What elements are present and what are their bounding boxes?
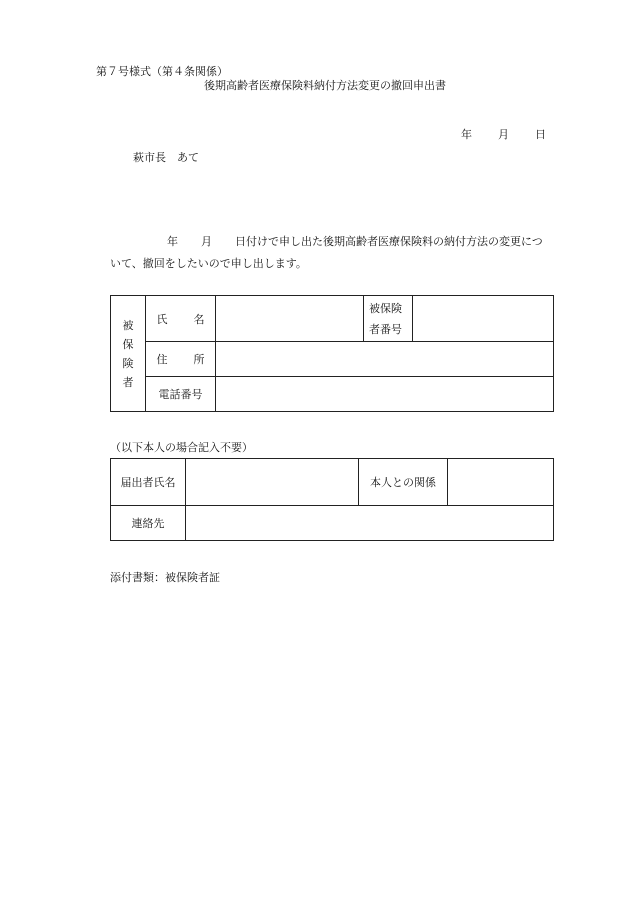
filer-name-field[interactable] <box>186 459 359 506</box>
form-number-label: 第７号様式（第４条関係） <box>96 65 228 78</box>
name-label-char-2: 名 <box>193 312 205 326</box>
insured-person-table <box>110 295 554 412</box>
address-label <box>146 342 216 377</box>
insured-number-field[interactable] <box>413 296 554 342</box>
attachment-note: 添付書類：被保険者証 <box>110 571 220 584</box>
phone-field[interactable] <box>216 377 554 412</box>
relation-field[interactable] <box>448 459 554 506</box>
address-label-char-2: 所 <box>193 353 205 366</box>
date-year: 年 <box>461 128 472 141</box>
relation-label: 本人との関係 <box>359 459 448 506</box>
name-label-char-1: 氏 <box>156 312 168 326</box>
body-line-2: いて、撤回をしたいので申し出します。 <box>110 257 307 270</box>
document-title: 後期高齢者医療保険料納付方法変更の撤回申出書 <box>204 79 446 92</box>
date-day: 日 <box>535 128 546 141</box>
body-month: 月 <box>201 235 212 248</box>
name-label <box>146 296 216 342</box>
side-char-3: 険 <box>122 356 134 370</box>
phone-label: 電話番号 <box>146 377 216 412</box>
body-line-1-rest: 日付けで申し出た後期高齢者医療保険料の納付方法の変更につ <box>235 235 543 248</box>
date-line <box>461 129 546 140</box>
note-not-required: （以下本人の場合記入不要） <box>110 441 253 454</box>
filer-name-label: 届出者氏名 <box>111 459 186 506</box>
name-field[interactable] <box>216 296 364 342</box>
address-field[interactable] <box>216 342 554 377</box>
side-char-1: 被 <box>122 318 134 332</box>
contact-field[interactable] <box>186 506 554 541</box>
filer-table <box>110 458 554 541</box>
insured-side-label <box>111 296 146 412</box>
contact-label: 連絡先 <box>111 506 186 541</box>
address-label-char-1: 住 <box>156 353 168 366</box>
number-label-line-1: 被保険 <box>369 301 402 315</box>
insured-number-label <box>364 296 413 342</box>
body-year: 年 <box>167 235 178 248</box>
addressee: 萩市長 あて <box>133 151 199 164</box>
side-char-4: 者 <box>122 375 134 389</box>
date-month: 月 <box>498 128 509 141</box>
side-char-2: 保 <box>122 337 134 351</box>
body-line-1 <box>110 236 543 247</box>
number-label-line-2: 者番号 <box>369 322 402 336</box>
